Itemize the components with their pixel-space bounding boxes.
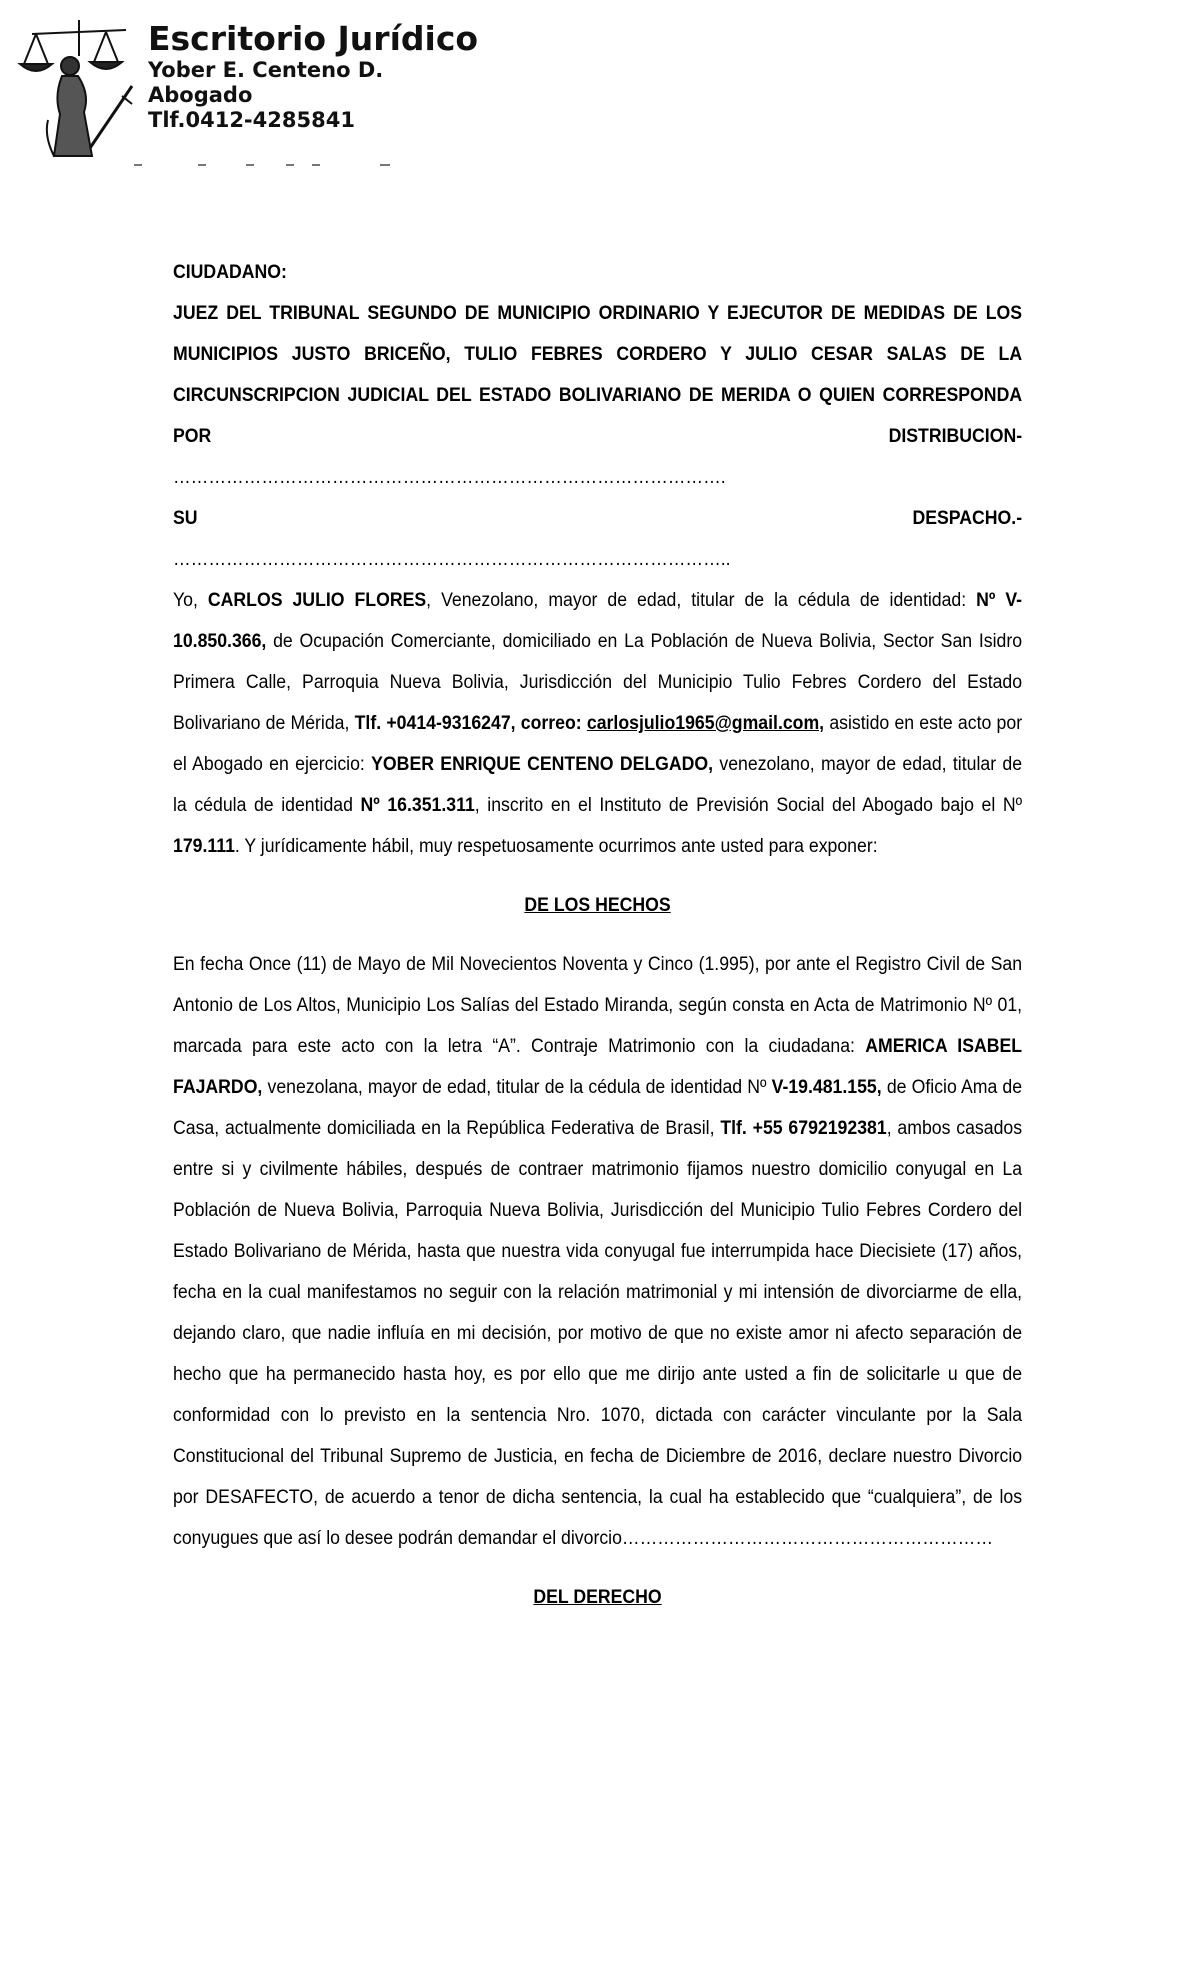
- spouse-phone: Tlf. +55 6792192381: [720, 1118, 887, 1139]
- section-heading-derecho: DEL DERECHO: [533, 1587, 662, 1608]
- lawyer-title: Abogado: [148, 83, 253, 107]
- justice-scales-logo: [14, 16, 144, 161]
- petitioner-name: CARLOS JULIO FLORES: [207, 590, 427, 611]
- lawyer-ipsa: 179.111: [173, 836, 235, 857]
- firm-name: Escritorio Jurídico: [148, 19, 479, 58]
- petitioner-id: Nº V-10.850.366,: [173, 590, 1023, 652]
- firm-phone: Tlf.0412-4285841: [148, 108, 355, 132]
- spouse-id: V-19.481.155,: [771, 1077, 882, 1098]
- lawyer-full-name: YOBER ENRIQUE CENTENO DELGADO,: [371, 754, 714, 775]
- section-heading-hechos: DE LOS HECHOS: [524, 895, 671, 916]
- lawyer-id: Nº 16.351.311: [360, 795, 475, 816]
- email-link[interactable]: carlosjulio1965@gmail.com,: [586, 713, 825, 734]
- petitioner-contact: Tlf. +0414-9316247, correo:: [354, 713, 587, 734]
- dotted-line: …………………………………………………………………………………..: [173, 549, 731, 570]
- addressee-closing: SU DESPACHO.-: [173, 508, 1023, 529]
- lawyer-name: Yober E. Centeno D.: [148, 58, 384, 82]
- letterhead: [14, 16, 514, 186]
- addressee-court: JUEZ DEL TRIBUNAL SEGUNDO DE MUNICIPIO ORDINARIO Y EJECUTOR DE MEDIDAS DE LOS MUNICIPIOS JUSTO BRICEÑO, TULIO FEBRES CORDERO Y JULIO CESAR SALAS DE LA CIRCUNSCRIPCION JUDICIAL DEL ESTADO BOLIVARIANO DE MERIDA O QUIEN CORRESPONDA POR DISTRIBUCION-: [173, 303, 1023, 447]
- letterhead-divider: [134, 164, 474, 168]
- dotted-line: ………………………………………………………………………………….: [173, 467, 726, 488]
- document-body: [173, 252, 1022, 1636]
- spouse-name: AMERICA ISABEL FAJARDO,: [173, 1036, 1023, 1098]
- intro-paragraph: Yo, CARLOS JULIO FLORES, Venezolano, mayor de edad, titular de la cédula de identidad: Nº V-10.850.366, de Ocupación Comerciante, domiciliado en La Población de Nueva Bolivia, Sector San Isidro Primera Calle, Parroquia Nueva Bolivia, Jurisdicción del Municipio Tulio Febres Cordero del Estado Bolivariano de Mérida, Tlf. +0414-9316247, correo: carlosjulio1965@gmail.com, asistido en este acto por el Abogado en ejercicio: YOBER ENRIQUE CENTENO DELGADO, venezolano, mayor de edad, titular de la cédula de identidad Nº 16.351.311, inscrito en el Instituto de Previsión Social del Abogado bajo el Nº 179.111. Y jurídicamente hábil, muy respetuosamente ocurrimos ante usted para exponer:: [173, 590, 1023, 857]
- addressee-title: CIUDADANO:: [173, 262, 287, 283]
- hechos-paragraph: En fecha Once (11) de Mayo de Mil Novecientos Noventa y Cinco (1.995), por ante el Registro Civil de San Antonio de Los Altos, Municipio Los Salías del Estado Miranda, según consta en Acta de Matrimonio Nº 01, marcada para este acto con la letra “A”. Contraje Matrimonio con la ciudadana: AMERICA ISABEL FAJARDO, venezolana, mayor de edad, titular de la cédula de identidad Nº V-19.481.155, de Oficio Ama de Casa, actualmente domiciliada en la República Federativa de Brasil, Tlf. +55 6792192381, ambos casados entre si y civilmente hábiles, después de contraer matrimonio fijamos nuestro domicilio conyugal en La Población de Nueva Bolivia, Parroquia Nueva Bolivia, Jurisdicción del Municipio Tulio Febres Cordero del Estado Bolivariano de Mérida, hasta que nuestra vida conyugal fue interrumpida hace Diecisiete (17) años, fecha en la cual manifestamos no seguir con la relación matrimonial y mi intensión de divorciarme de ella, dejando claro, que nadie influía en mi decisión, por motivo de que no existe amor ni afecto separación de hecho que ha permanecido hasta hoy, es por ello que me dirijo ante usted a fin de solicitarle u que de conformidad con lo previsto en la sentencia Nro. 1070, dictada con carácter vinculante por la Sala Constitucional del Tribunal Supremo de Justicia, en fecha de Diciembre de 2016, declare nuestro Divorcio por DESAFECTO, de acuerdo a tenor de dicha sentencia, la cual ha establecido que “cualquiera”, de los conyugues que así lo desee podrán demandar el divorcio………………………………………………………: [173, 954, 1023, 1549]
